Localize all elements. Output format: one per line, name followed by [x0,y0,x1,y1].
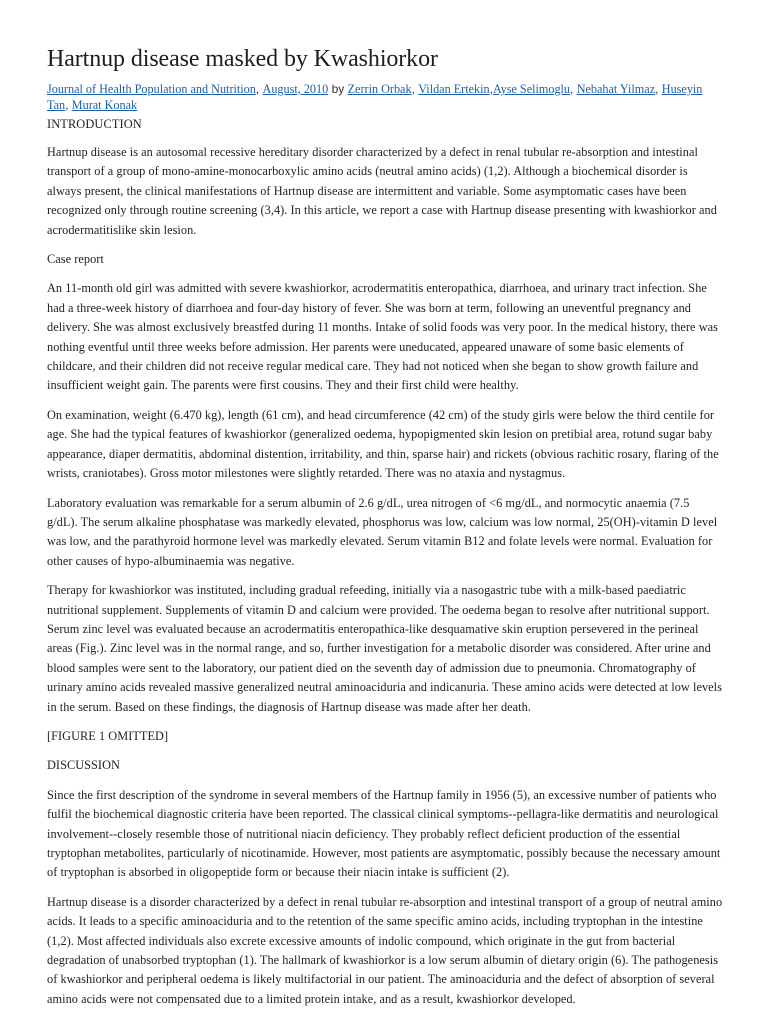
case-paragraph: Therapy for kwashiorkor was instituted, including gradual refeeding, initially via a nasogastric tube with a milk-based paediatric nutritional supplement. Supplements of vitamin D and calcium were provided. The oedema began to resolve after nutritional support. Serum zinc level was evaluated because an acrodermatitis enteropathica-like desquamative skin eruption persevered in the perineal areas (Fig.). Zinc level was in the normal range, and so, further investigation for a metabolic disorder was considered. After urine and blood samples were sent to the laboratory, our patient died on the seventh day of admission due to pneumonia. Chromatography of urinary amino acids revealed massive generalized neutral aminoaciduria and indicanuria. These amino acids were detected at low levels in the serum. Based on these findings, the diagnosis of Hartnup disease was made after her death. [47,583,722,714]
case-report-heading: Case report [47,252,104,267]
journal-link[interactable]: Journal of Health Population and Nutrition [47,82,256,96]
discussion-heading: DISCUSSION [47,758,120,773]
byline [47,81,723,113]
author-link[interactable]: Zerrin Orbak [347,82,412,96]
introduction-heading: INTRODUCTION [47,117,142,131]
author-link[interactable]: Vildan Ertekin [418,82,490,96]
byline-separator: , [655,82,662,96]
figure-omitted-note: [FIGURE 1 OMITTED] [47,728,169,743]
discussion-paragraph: Since the first description of the syndrome in several members of the Hartnup family in 1956 (5), an excessive number of patients who fulfil the biochemical diagnostic criteria have been reported. The classical clinical symptoms--pellagra-like dermatitis and neurological involvement--closely resemble those of nutritional niacin deficiency. They probably reflect deficient production of the essential tryptophan metabolites, particularly of nicotinamide. However, most patients are asymptomatic, possibly because the necessary amount of tryptophan is absorbed in oligopeptide form or because their niacin intake is sufficient (2). [47,787,721,880]
discussion-paragraph: Hartnup disease is a disorder characterized by a defect in renal tubular re-absorption and intestinal transport of a group of neutral amino acids. It leads to a specific aminoaciduria and to the retention of the same specific amino acids, including tryptophan in the intestine (1,2). Most affected individuals also excrete excessive amounts of indolic compound, which originate in the gut from bacterial degradation of unabsorbed tryptophan (1). The hallmark of kwashiorkor is a low serum albumin of dietary origin (6). The pathogenesis of kwashiorkor and peripheral oedema is likely multifactorial in our patient. The aminoaciduria and the defect of absorption of several amino acids were not compensated due to a limited protein intake, and as a result, kwashiorkor developed. [47,894,723,1006]
date-link[interactable]: August, 2010 [262,82,329,96]
article [47,44,723,1009]
case-paragraph: An 11-month old girl was admitted with severe kwashiorkor, acrodermatitis enteropathica, diarrhoea, and urinary tract infection. She had a three-week history of diarrhoea and four-day history of fever. She was born at term, following an uneventful pregnancy and delivery. She was almost exclusively breastfed during 11 months. Intake of solid foods was very poor. In the medical history, there was nothing eventful until three weeks before admission. Her parents were uneducated, appeared unaware of some basic elements of childcare, and their children did not receive regular medical care. They had not noticed when she began to show growth failure and insufficient weight gain. The parents were first cousins. They and their first child were healthy. [47,281,718,393]
byline-separator: , [489,82,493,96]
byline-separator: , [65,98,72,112]
byline-by: by [331,82,345,96]
byline-separator: , [411,82,419,96]
author-link[interactable]: Huseyin Tan [47,82,703,112]
author-link[interactable]: Murat Konak [71,98,138,112]
byline-separator: , [255,82,263,96]
author-link[interactable]: Nebahat Yilmaz [576,82,656,96]
author-link[interactable]: Ayse Selimoglu [492,82,571,96]
case-paragraph: On examination, weight (6.470 kg), length (61 cm), and head circumference (42 cm) of the study girls were below the third centile for age. She had the typical features of kwashiorkor (generalized oedema, hypopigmented skin lesion on pretibial area, rotund sugar baby appearance, diaper dermatitis, abdominal distention, irritability, and thin, sparse hair) and rickets (obvious rachitic rosary, flaring of the wrists, craniotabes). Gross motor milestones were slightly retarded. There was no ataxia and nystagmus. [47,407,719,481]
case-paragraph: Laboratory evaluation was remarkable for a serum albumin of 2.6 g/dL, urea nitrogen of <6 mg/dL, and normocytic anaemia (7.5 g/dL). The serum alkaline phosphatase was markedly elevated, phosphorus was low, calcium was low normal, 25(OH)-vitamin D level was low, and the parathyroid hormone level was markedly elevated. Serum vitamin B12 and folate levels were normal. Evaluation for other causes of hypo-albuminaemia was negative. [47,495,718,568]
byline-separator: , [570,82,577,96]
article-title: Hartnup disease masked by Kwashiorkor [47,46,438,72]
intro-paragraph: Hartnup disease is an autosomal recessive hereditary disorder characterized by a defect in renal tubular re-absorption and intestinal transport of a group of mono-amine-monocarboxylic amino acids (neutral amino acids) (1,2). Although a biochemical disorder is always present, the clinical manifestations of Hartnup disease are intermittent and variable. Some asymptomatic cases have been recognized only through routine screening (3,4). In this article, we report a case with Hartnup disease presenting with kwashiorkor and acrodermatitislike skin lesion. [47,145,717,237]
